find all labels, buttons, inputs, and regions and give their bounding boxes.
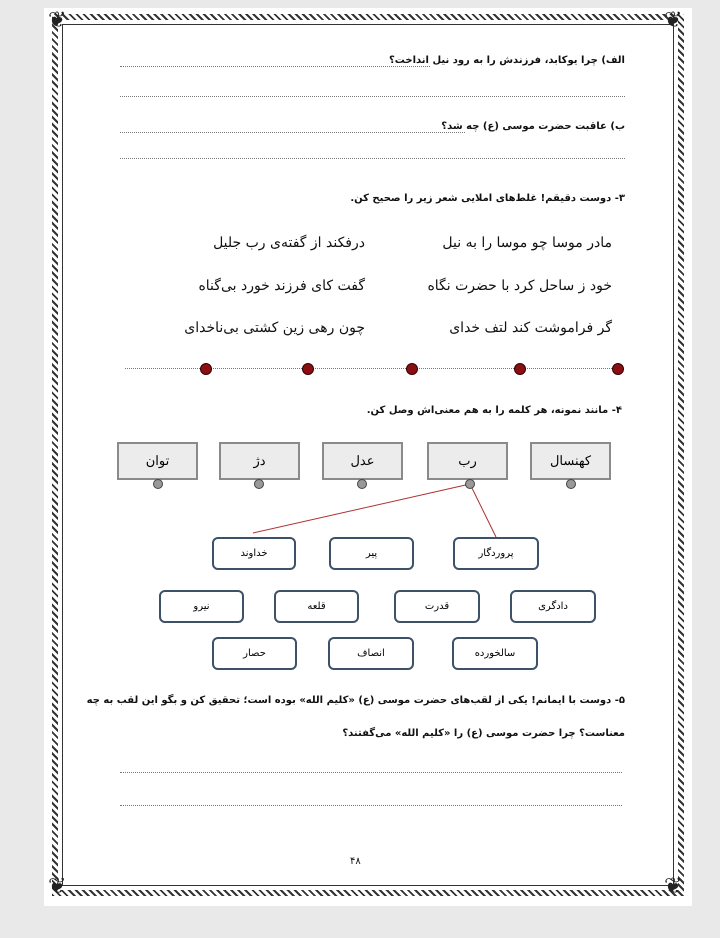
page-number: ۴۸ — [350, 856, 361, 867]
word-box[interactable]: توان — [117, 442, 198, 480]
connector-dot[interactable] — [566, 479, 576, 489]
corner-ornament-icon: ❦ — [664, 874, 683, 899]
poem-verse: خود ز ساحل کرد با حضرت نگاه — [427, 278, 612, 294]
corner-ornament-icon: ❦ — [48, 8, 67, 33]
meaning-box[interactable]: خداوند — [212, 537, 296, 570]
connector-dot[interactable] — [153, 479, 163, 489]
question-alef: الف) چرا یوکابد، فرزندش را به رود نیل انداخت؟ — [388, 55, 625, 66]
word-box[interactable]: کهنسال — [530, 442, 611, 480]
meaning-box[interactable]: سالخورده — [452, 637, 538, 670]
connector-dot[interactable] — [254, 479, 264, 489]
meaning-box[interactable]: قلعه — [274, 590, 359, 623]
poem-verse: چون رهی زین کشتی بی‌ناخدای — [184, 320, 365, 336]
poem-verse: گر فراموشت کند لتف خدای — [449, 320, 612, 336]
question-5-line2: معناست؟ چرا حضرت موسی (ع) را «کلیم الله» می‌گفتند؟ — [342, 728, 625, 739]
meaning-box[interactable]: پیر — [329, 537, 414, 570]
meaning-box[interactable]: نیرو — [159, 590, 244, 623]
meaning-box[interactable]: دادگری — [510, 590, 596, 623]
question-4-title: ۴- مانند نمونه، هر کلمه را به هم معنی‌اش وصل کن. — [366, 405, 622, 416]
corner-ornament-icon: ❦ — [48, 874, 67, 899]
poem-verse: درفکند از گفته‌ی رب جلیل — [213, 235, 365, 251]
connector-dot[interactable] — [465, 479, 475, 489]
question-beh: ب) عاقبت حضرت موسی (ع) چه شد؟ — [441, 121, 625, 132]
word-box[interactable]: عدل — [322, 442, 403, 480]
meaning-box[interactable]: پروردگار — [453, 537, 539, 570]
meaning-box[interactable]: حصار — [212, 637, 297, 670]
question-5-line1: ۵- دوست با ایمانم! یکی از لقب‌های حضرت موسی (ع) «کلیم الله» بوده است؛ تحقیق کن و بگو این لقب به چه — [86, 695, 625, 706]
word-box[interactable]: رب — [427, 442, 508, 480]
answer-line[interactable] — [120, 772, 622, 773]
answer-line[interactable] — [120, 805, 622, 806]
word-box[interactable]: دژ — [219, 442, 300, 480]
poem-verse: گفت کای فرزند خورد بی‌گناه — [198, 278, 365, 294]
meaning-box[interactable]: انصاف — [328, 637, 414, 670]
corner-ornament-icon: ❦ — [664, 8, 683, 33]
meaning-box[interactable]: قدرت — [394, 590, 480, 623]
poem-verse: مادر موسا چو موسا را به نیل — [442, 235, 612, 251]
question-3-title: ۳- دوست دقیقم! غلط‌های املایی شعر زیر را صحیح کن. — [350, 193, 625, 204]
connector-dot[interactable] — [357, 479, 367, 489]
